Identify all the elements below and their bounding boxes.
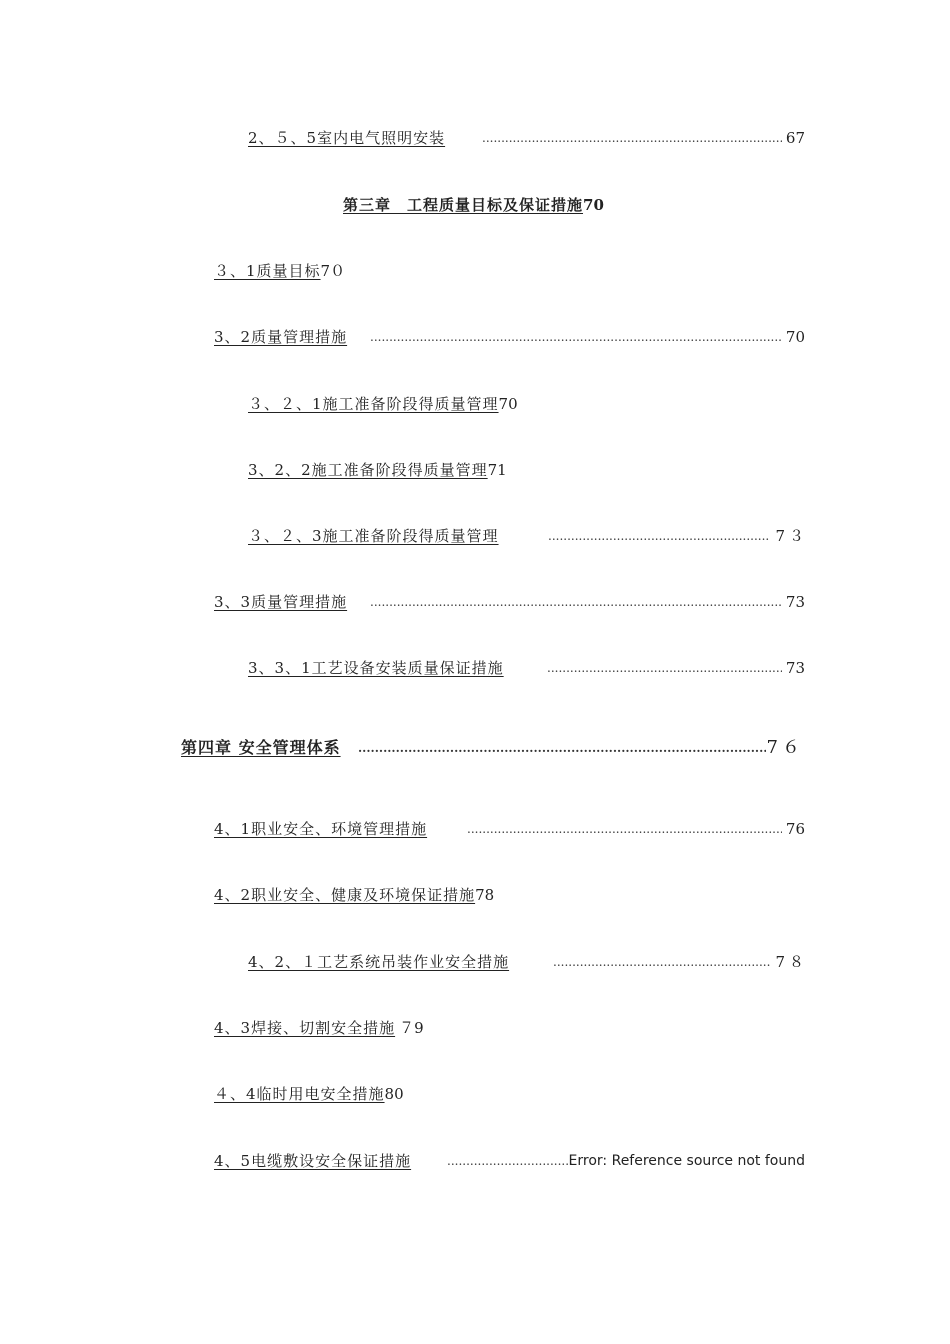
toc-entry-title: ４、4临时用电安全措施 — [214, 1085, 385, 1103]
toc-entry[interactable] — [0, 817, 950, 841]
toc-entry[interactable] — [0, 883, 950, 907]
toc-entry-title: 4、3焊接、切割安全措施 — [214, 1019, 396, 1037]
toc-entry-title: 3、2质量管理措施 — [214, 328, 348, 346]
toc-page-number: 70 — [583, 196, 604, 214]
toc-entry-title: ３、２、1施工准备阶段得质量管理 — [248, 395, 499, 413]
toc-leader-dots — [553, 950, 770, 974]
toc-leader-dots — [447, 1149, 574, 1173]
toc-page-number: ７9 — [399, 1019, 424, 1037]
toc-leader-dots — [547, 656, 782, 680]
toc-entry[interactable] — [0, 1149, 950, 1173]
toc-chapter-heading[interactable] — [0, 193, 950, 217]
toc-entry[interactable] — [0, 590, 950, 614]
toc-chapter-title: 第四章 安全管理体系 — [181, 738, 341, 757]
toc-entry-title: ３、２、3施工准备阶段得质量管理 — [248, 527, 499, 545]
toc-page-number: 7３ — [775, 527, 808, 545]
toc-page-number: 71 — [487, 461, 507, 479]
toc-page-number: 73 — [785, 593, 805, 611]
toc-page-number: 70 — [785, 328, 805, 346]
toc-entry-title: 3、3质量管理措施 — [214, 593, 348, 611]
toc-entry[interactable] — [0, 1016, 950, 1040]
toc-entry-title: 3、3、1工艺设备安装质量保证措施 — [248, 659, 504, 677]
toc-leader-dots — [370, 590, 782, 614]
toc-page-number: 7０ — [320, 262, 346, 280]
toc-leader-dots — [370, 325, 782, 349]
toc-page-number: 7８ — [775, 953, 808, 971]
toc-leader-dots — [548, 524, 770, 548]
toc-leader-dots — [482, 126, 782, 150]
toc-chapter-heading[interactable] — [0, 736, 950, 760]
toc-entry[interactable] — [0, 950, 950, 974]
toc-leader-dots — [358, 736, 766, 760]
toc-entry[interactable] — [0, 524, 950, 548]
toc-entry[interactable] — [0, 458, 950, 482]
toc-chapter-title: 第三章 工程质量目标及保证措施 — [343, 196, 584, 214]
toc-entry-title: 4、2、１工艺系统吊装作业安全措施 — [248, 953, 510, 971]
toc-entry[interactable] — [0, 1082, 950, 1106]
toc-entry-title: 4、1职业安全、环境管理措施 — [214, 820, 428, 838]
toc-entry-title: 2、５、5室内电气照明安装 — [248, 129, 446, 147]
toc-page-number: 76 — [785, 820, 805, 838]
toc-entry-title: 4、5电缆敷设安全保证措施 — [214, 1152, 412, 1170]
toc-page-number: 67 — [785, 129, 805, 147]
toc-entry[interactable] — [0, 325, 950, 349]
toc-entry[interactable] — [0, 259, 950, 283]
toc-entry-title: 4、2职业安全、健康及环境保证措施 — [214, 886, 476, 904]
toc-leader-dots — [467, 817, 782, 841]
toc-page-number: 70 — [498, 395, 518, 413]
toc-page-error: Error: Reference source not found — [568, 1153, 805, 1169]
toc-entry-title: ３、1质量目标 — [214, 262, 321, 280]
toc-entry-title: 3、2、2施工准备阶段得质量管理 — [248, 461, 488, 479]
toc-page-number: 73 — [785, 659, 805, 677]
toc-entry[interactable] — [0, 392, 950, 416]
toc-page-number: 80 — [384, 1085, 404, 1103]
toc-page-number: 78 — [475, 886, 495, 904]
toc-entry[interactable] — [0, 656, 950, 680]
toc-entry[interactable] — [0, 126, 950, 150]
toc-page-number: 7６ — [766, 737, 804, 758]
